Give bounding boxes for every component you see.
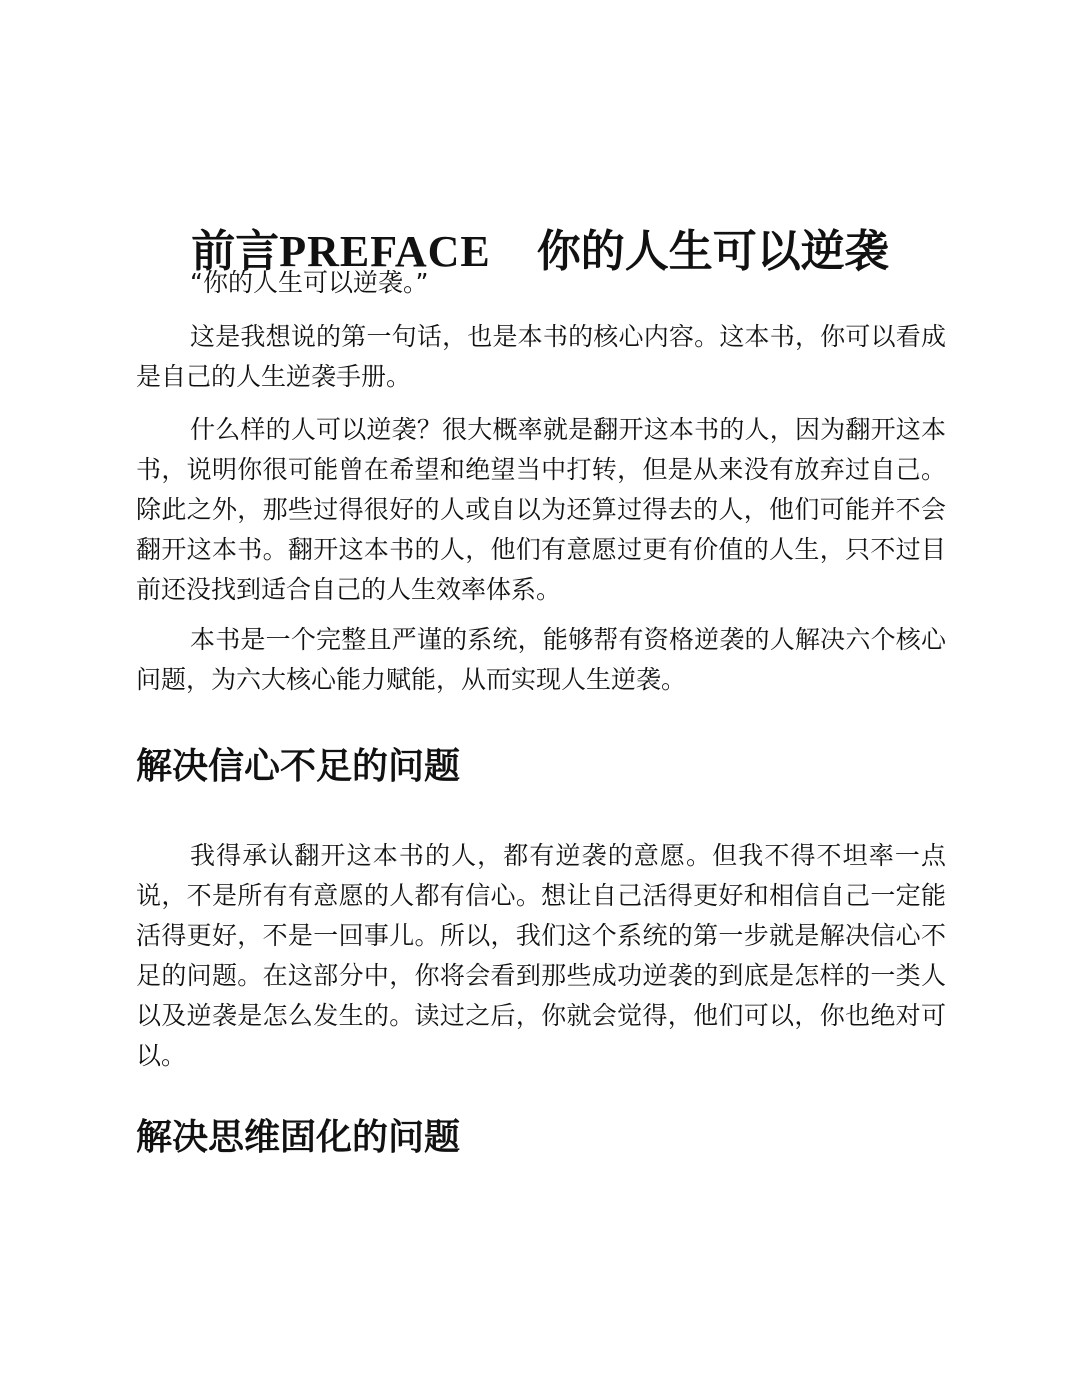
title-main: 你的人生可以逆袭 [536, 226, 889, 278]
paragraph-4: 我得承认翻开这本书的人，都有逆袭的意愿。但我不得不坦率一点说，不是所有有意愿的人都有信心。想让自己活得更好和相信自己一定能活得更好，不是一回事儿。所以，我们这个系统的第一步就是解决信心不足的问题。在这部分中，你将会看到那些成功逆袭的到底是怎样的一类人以及逆袭是怎么发生的。读过之后，你就会觉得，他们可以，你也绝对可以。 [136, 841, 946, 1070]
paragraph-3: 本书是一个完整且严谨的系统，能够帮有资格逆袭的人解决六个核心问题，为六大核心能力赋能，从而实现人生逆袭。 [136, 625, 946, 694]
opening-quote: “你的人生可以逆袭。” [190, 268, 429, 297]
section-heading-thinking: 解决思维固化的问题 [136, 1117, 461, 1158]
section-heading-confidence: 解决信心不足的问题 [136, 746, 461, 787]
title-prefix: 前言 [191, 226, 280, 278]
title-latin: PREFACE [279, 227, 491, 277]
paragraph-1: 这是我想说的第一句话，也是本书的核心内容。这本书，你可以看成是自己的人生逆袭手册。 [136, 322, 946, 391]
paragraph-2: 什么样的人可以逆袭？很大概率就是翻开这本书的人，因为翻开这本书，说明你很可能曾在希望和绝望当中打转，但是从来没有放弃过自己。除此之外，那些过得很好的人或自以为还算过得去的人，他们可能并不会翻开这本书。翻开这本书的人，他们有意愿过更有价值的人生，只不过目前还没找到适合自己的人生效率体系。 [136, 415, 946, 604]
